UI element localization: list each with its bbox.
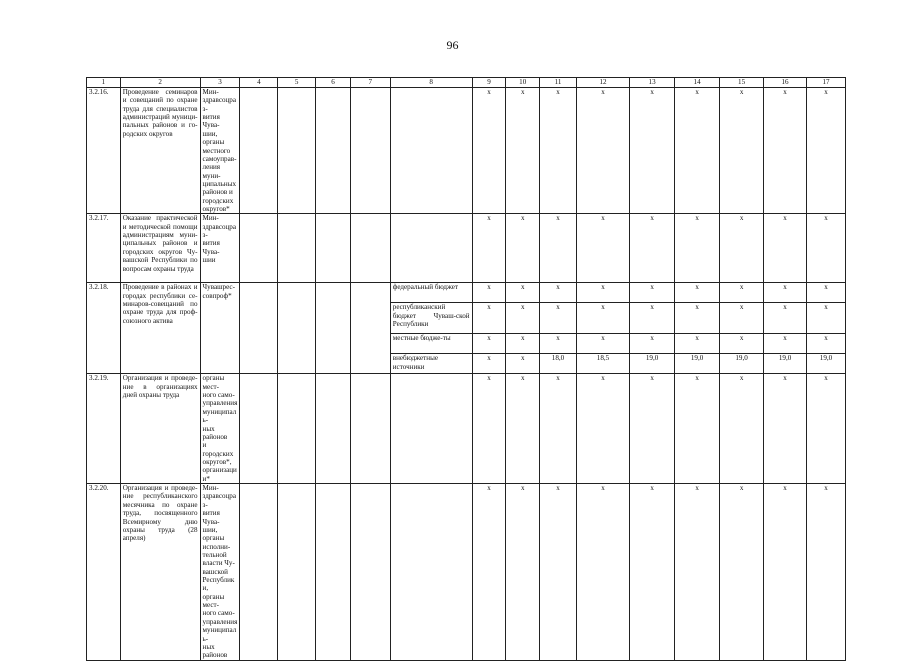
item-name: Проведение в районах и городах республики се-минаров-совещаний по охране труда для проф-союзного актива (120, 283, 200, 374)
value-cell: x (576, 88, 629, 214)
header-row (87, 78, 846, 88)
item-name: Организация и проведе-ние республиканского месячника по охране труда, посвященного Всемирному дню охраны труда (28 апреля) (120, 484, 200, 661)
empty-cell (278, 214, 316, 283)
page-number: 96 (446, 38, 459, 52)
item-code: 3.2.19. (87, 374, 121, 484)
header-cell: 12 (576, 78, 629, 88)
empty-cell (316, 484, 351, 661)
item-name: Оказание практической и методической помощи администрациям муни-ципальных районов и городских округов Чу-вашской Республики по вопросам охраны труда (120, 214, 200, 283)
header-cell: 13 (630, 78, 675, 88)
table-row (87, 283, 846, 303)
empty-cell (350, 374, 390, 484)
program-table (86, 77, 846, 661)
header-cell: 6 (316, 78, 351, 88)
header-cell: 15 (720, 78, 764, 88)
value-cell: x (506, 88, 540, 214)
value-cell: 19,0 (675, 354, 720, 374)
value-cell: x (506, 374, 540, 484)
value-cell: x (720, 283, 764, 303)
value-cell: x (720, 334, 764, 354)
value-cell: x (540, 214, 577, 283)
funding-source: федеральный бюджет (390, 283, 472, 303)
value-cell: x (764, 214, 807, 283)
value-cell: x (506, 214, 540, 283)
empty-cell (278, 374, 316, 484)
header-cell: 3 (200, 78, 240, 88)
value-cell: x (472, 88, 506, 214)
value-cell: x (540, 88, 577, 214)
value-cell: x (540, 303, 577, 334)
value-cell: x (576, 283, 629, 303)
value-cell: x (630, 88, 675, 214)
item-code: 3.2.16. (87, 88, 121, 214)
value-cell: x (720, 88, 764, 214)
value-cell: x (576, 334, 629, 354)
item-name: Организация и проведе-ние в организациях дней охраны труда (120, 374, 200, 484)
value-cell: x (472, 484, 506, 661)
item-name: Проведение семинаров и совещаний по охране труда для специалистов администраций муници-пальных районов и го-родских округов (120, 88, 200, 214)
empty-cell (240, 283, 278, 374)
value-cell: x (472, 354, 506, 374)
funding-source (390, 374, 472, 484)
value-cell: x (576, 484, 629, 661)
item-executor: Мин- здравсоцраз- вития Чува- шии (200, 214, 240, 283)
value-cell: x (807, 374, 846, 484)
empty-cell (350, 484, 390, 661)
header-cell: 9 (472, 78, 506, 88)
value-cell: x (675, 334, 720, 354)
value-cell: 18,0 (540, 354, 577, 374)
header-cell: 8 (390, 78, 472, 88)
table-row (87, 484, 846, 661)
header-cell: 7 (350, 78, 390, 88)
funding-source: республиканский бюджет Чуваш-ской Республики (390, 303, 472, 334)
value-cell: x (472, 283, 506, 303)
header-cell: 17 (807, 78, 846, 88)
funding-source (390, 484, 472, 661)
header-cell: 1 (87, 78, 121, 88)
value-cell: x (675, 374, 720, 484)
value-cell: x (540, 334, 577, 354)
value-cell: x (576, 374, 629, 484)
value-cell: x (675, 303, 720, 334)
value-cell: 19,0 (807, 354, 846, 374)
value-cell: x (506, 334, 540, 354)
header-cell: 11 (540, 78, 577, 88)
value-cell: x (720, 484, 764, 661)
item-executor: Чувашрес- совпроф* (200, 283, 240, 374)
header-cell: 16 (764, 78, 807, 88)
value-cell: x (764, 303, 807, 334)
value-cell: x (576, 214, 629, 283)
value-cell: 19,0 (720, 354, 764, 374)
empty-cell (240, 88, 278, 214)
value-cell: x (720, 303, 764, 334)
value-cell: x (764, 484, 807, 661)
value-cell: 19,0 (630, 354, 675, 374)
empty-cell (240, 374, 278, 484)
value-cell: 19,0 (764, 354, 807, 374)
empty-cell (350, 214, 390, 283)
value-cell: 18,5 (576, 354, 629, 374)
table-row (87, 88, 846, 214)
item-executor: органы мест- ного само- управления муниципаль- ных районов и городских округов*, организации* (200, 374, 240, 484)
value-cell: x (675, 484, 720, 661)
item-executor: Мин- здравсоцраз- вития Чува- шии, органы местного самоуправ- ления муни- ципальных районов и городских округов* (200, 88, 240, 214)
empty-cell (278, 484, 316, 661)
value-cell: x (764, 334, 807, 354)
funding-source (390, 88, 472, 214)
value-cell: x (807, 214, 846, 283)
table-row (87, 374, 846, 484)
table-row (87, 214, 846, 283)
funding-source: внебюджетные источники (390, 354, 472, 374)
value-cell: x (675, 283, 720, 303)
value-cell: x (630, 484, 675, 661)
value-cell: x (807, 334, 846, 354)
value-cell: x (720, 214, 764, 283)
value-cell: x (472, 214, 506, 283)
value-cell: x (630, 303, 675, 334)
value-cell: x (630, 374, 675, 484)
value-cell: x (472, 334, 506, 354)
empty-cell (240, 484, 278, 661)
value-cell: x (506, 354, 540, 374)
value-cell: x (630, 214, 675, 283)
header-cell: 14 (675, 78, 720, 88)
empty-cell (316, 283, 351, 374)
empty-cell (316, 214, 351, 283)
value-cell: x (506, 303, 540, 334)
value-cell: x (764, 88, 807, 214)
empty-cell (316, 88, 351, 214)
value-cell: x (807, 484, 846, 661)
header-cell: 4 (240, 78, 278, 88)
header-cell: 10 (506, 78, 540, 88)
header-cell: 5 (278, 78, 316, 88)
empty-cell (350, 88, 390, 214)
value-cell: x (506, 283, 540, 303)
empty-cell (240, 214, 278, 283)
value-cell: x (472, 374, 506, 484)
value-cell: x (675, 214, 720, 283)
value-cell: x (720, 374, 764, 484)
item-code: 3.2.17. (87, 214, 121, 283)
funding-source (390, 214, 472, 283)
item-code: 3.2.20. (87, 484, 121, 661)
value-cell: x (807, 88, 846, 214)
empty-cell (350, 283, 390, 374)
value-cell: x (540, 484, 577, 661)
value-cell: x (506, 484, 540, 661)
value-cell: x (630, 283, 675, 303)
header-cell: 2 (120, 78, 200, 88)
empty-cell (316, 374, 351, 484)
empty-cell (278, 283, 316, 374)
value-cell: x (807, 283, 846, 303)
value-cell: x (540, 374, 577, 484)
value-cell: x (764, 374, 807, 484)
value-cell: x (630, 334, 675, 354)
value-cell: x (576, 303, 629, 334)
value-cell: x (764, 283, 807, 303)
value-cell: x (540, 283, 577, 303)
value-cell: x (472, 303, 506, 334)
item-executor: Мин- здравсоцраз- вития Чува- шии, органы исполни- тельной власти Чу- вашской Республики, органы мест- ного само- управления муниципаль- ных районов (200, 484, 240, 661)
value-cell: x (807, 303, 846, 334)
item-code: 3.2.18. (87, 283, 121, 374)
empty-cell (278, 88, 316, 214)
value-cell: x (675, 88, 720, 214)
funding-source: местные бюдже-ты (390, 334, 472, 354)
